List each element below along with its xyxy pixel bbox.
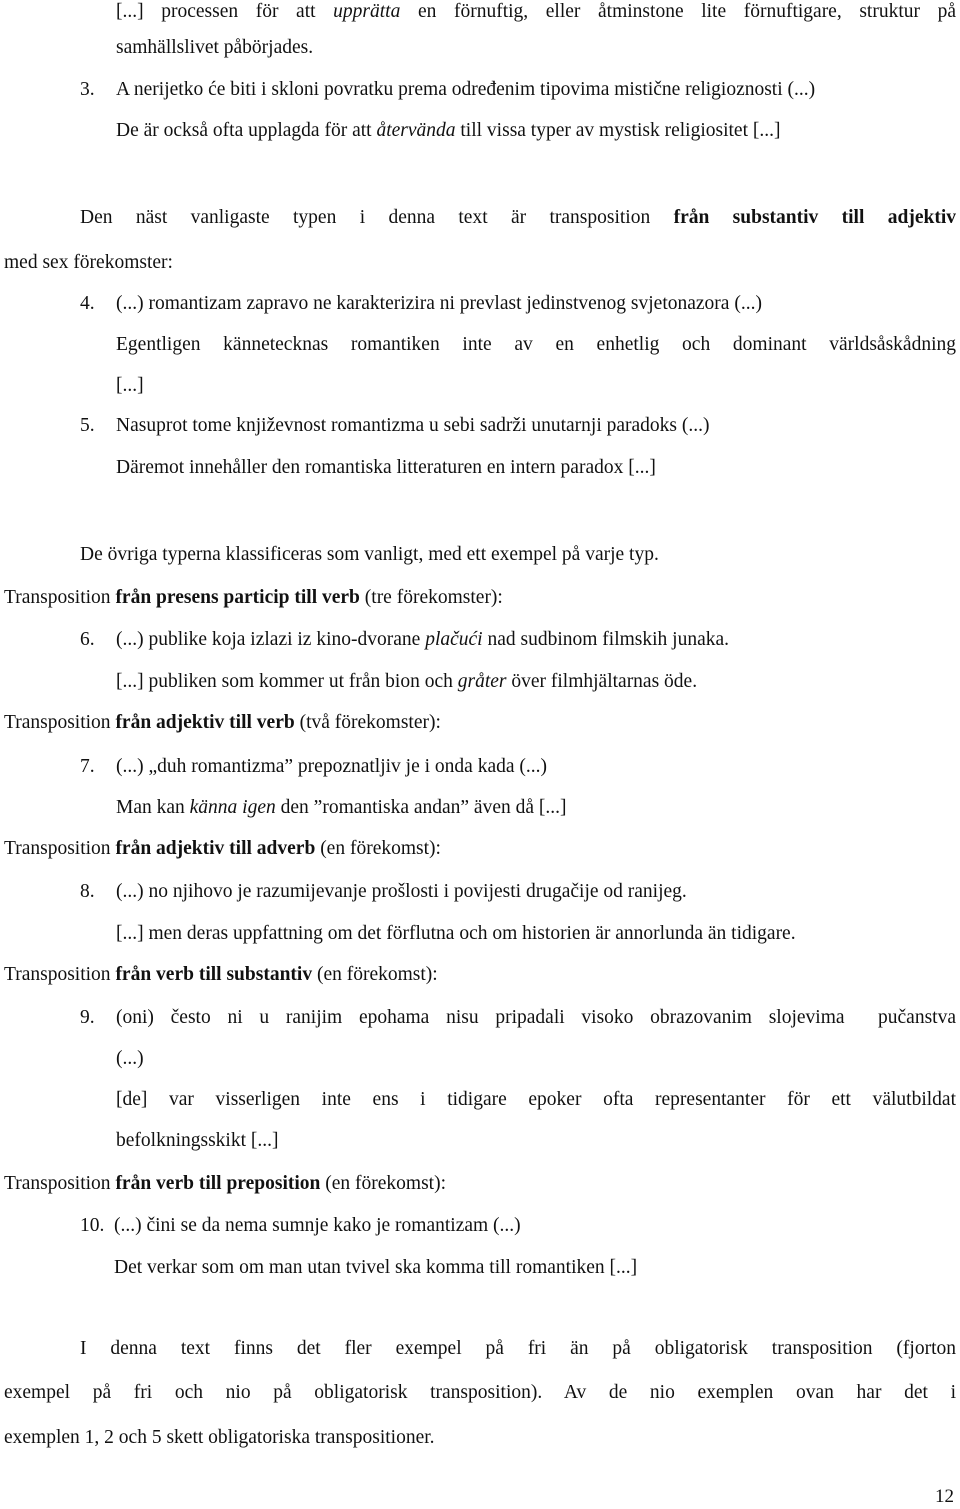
text-line: [de] var visserligen inte ens i tidigare epoker ofta representanter för ett välutbildat (116, 1089, 956, 1110)
text-line: [...] processen för att upprätta en förnuftig, eller åtminstone lite förnuftigare, struktur på (116, 1, 956, 22)
text-line: (...) (116, 1048, 144, 1069)
text-line: Egentligen kännetecknas romantiken inte av en enhetlig och dominant världsåskådning (116, 334, 956, 355)
text-line: De övriga typerna klassificeras som vanligt, med ett exempel på varje typ. (80, 544, 659, 565)
text-line: 8. (...) no njihovo je razumijevanje prošlosti i povijesti drugačije od ranijeg. (80, 881, 687, 902)
text-line: [...] (116, 375, 144, 396)
text-line: Transposition från presens particip till verb (tre förekomster): (4, 587, 503, 608)
text-line: 3. A nerijetko će biti i skloni povratku prema određenim tipovima mistične religioznosti (...) (80, 79, 816, 100)
text-line: Den näst vanligaste typen i denna text är transposition från substantiv till adjektiv (80, 207, 956, 228)
text-line: 7. (...) „duh romantizma” prepoznatljiv je i onda kada (...) (80, 756, 547, 777)
text-line: samhällslivet påbörjades. (116, 37, 314, 58)
text-line: Det verkar som om man utan tvivel ska komma till romantiken [...] (114, 1257, 638, 1278)
text-line: De är också ofta upplagda för att återvända till vissa typer av mystisk religiositet [...] (116, 120, 781, 141)
text-line: Man kan känna igen den ”romantiska andan” även då [...] (116, 797, 567, 818)
text-line: Transposition från adjektiv till verb (två förekomster): (4, 712, 441, 733)
text-line: Transposition från verb till substantiv (en förekomst): (4, 964, 438, 985)
text-line: Däremot innehåller den romantiska litteraturen en intern paradox [...] (116, 457, 656, 478)
text-line: med sex förekomster: (4, 252, 173, 273)
text-line: exemplen 1, 2 och 5 skett obligatoriska transpositioner. (4, 1427, 435, 1448)
text-line: befolkningsskikt [...] (116, 1130, 279, 1151)
text-line: Transposition från adjektiv till adverb (en förekomst): (4, 838, 441, 859)
text-line: 6. (...) publike koja izlazi iz kino-dvorane plačući nad sudbinom filmskih junaka. (80, 629, 730, 650)
text-line: [...] men deras uppfattning om det förflutna och om historien är annorlunda än tidigare. (116, 923, 796, 944)
text-line: 9. (oni) često ni u ranijim epohama nisu pripadali visoko obrazovanim slojevima pučanstva (80, 1007, 956, 1028)
text-line: 4. (...) romantizam zapravo ne karakterizira ni prevlast jedinstvenog svjetonazora (...) (80, 293, 762, 314)
text-line: exempel på fri och nio på obligatorisk transposition). Av de nio exemplen ovan har det i (4, 1382, 956, 1403)
text-line: 5. Nasuprot tome književnost romantizma u sebi sadrži unutarnji paradoks (...) (80, 415, 710, 436)
text-line: 10. (...) čini se da nema sumnje kako je romantizam (...) (80, 1215, 521, 1236)
text-line: Transposition från verb till preposition (en förekomst): (4, 1173, 447, 1194)
text-line: [...] publiken som kommer ut från bion och gråter över filmhjältarnas öde. (116, 671, 698, 692)
page-number: 12 (935, 1486, 954, 1507)
text-line: I denna text finns det fler exempel på fri än på obligatorisk transposition (fjorton (80, 1338, 956, 1359)
